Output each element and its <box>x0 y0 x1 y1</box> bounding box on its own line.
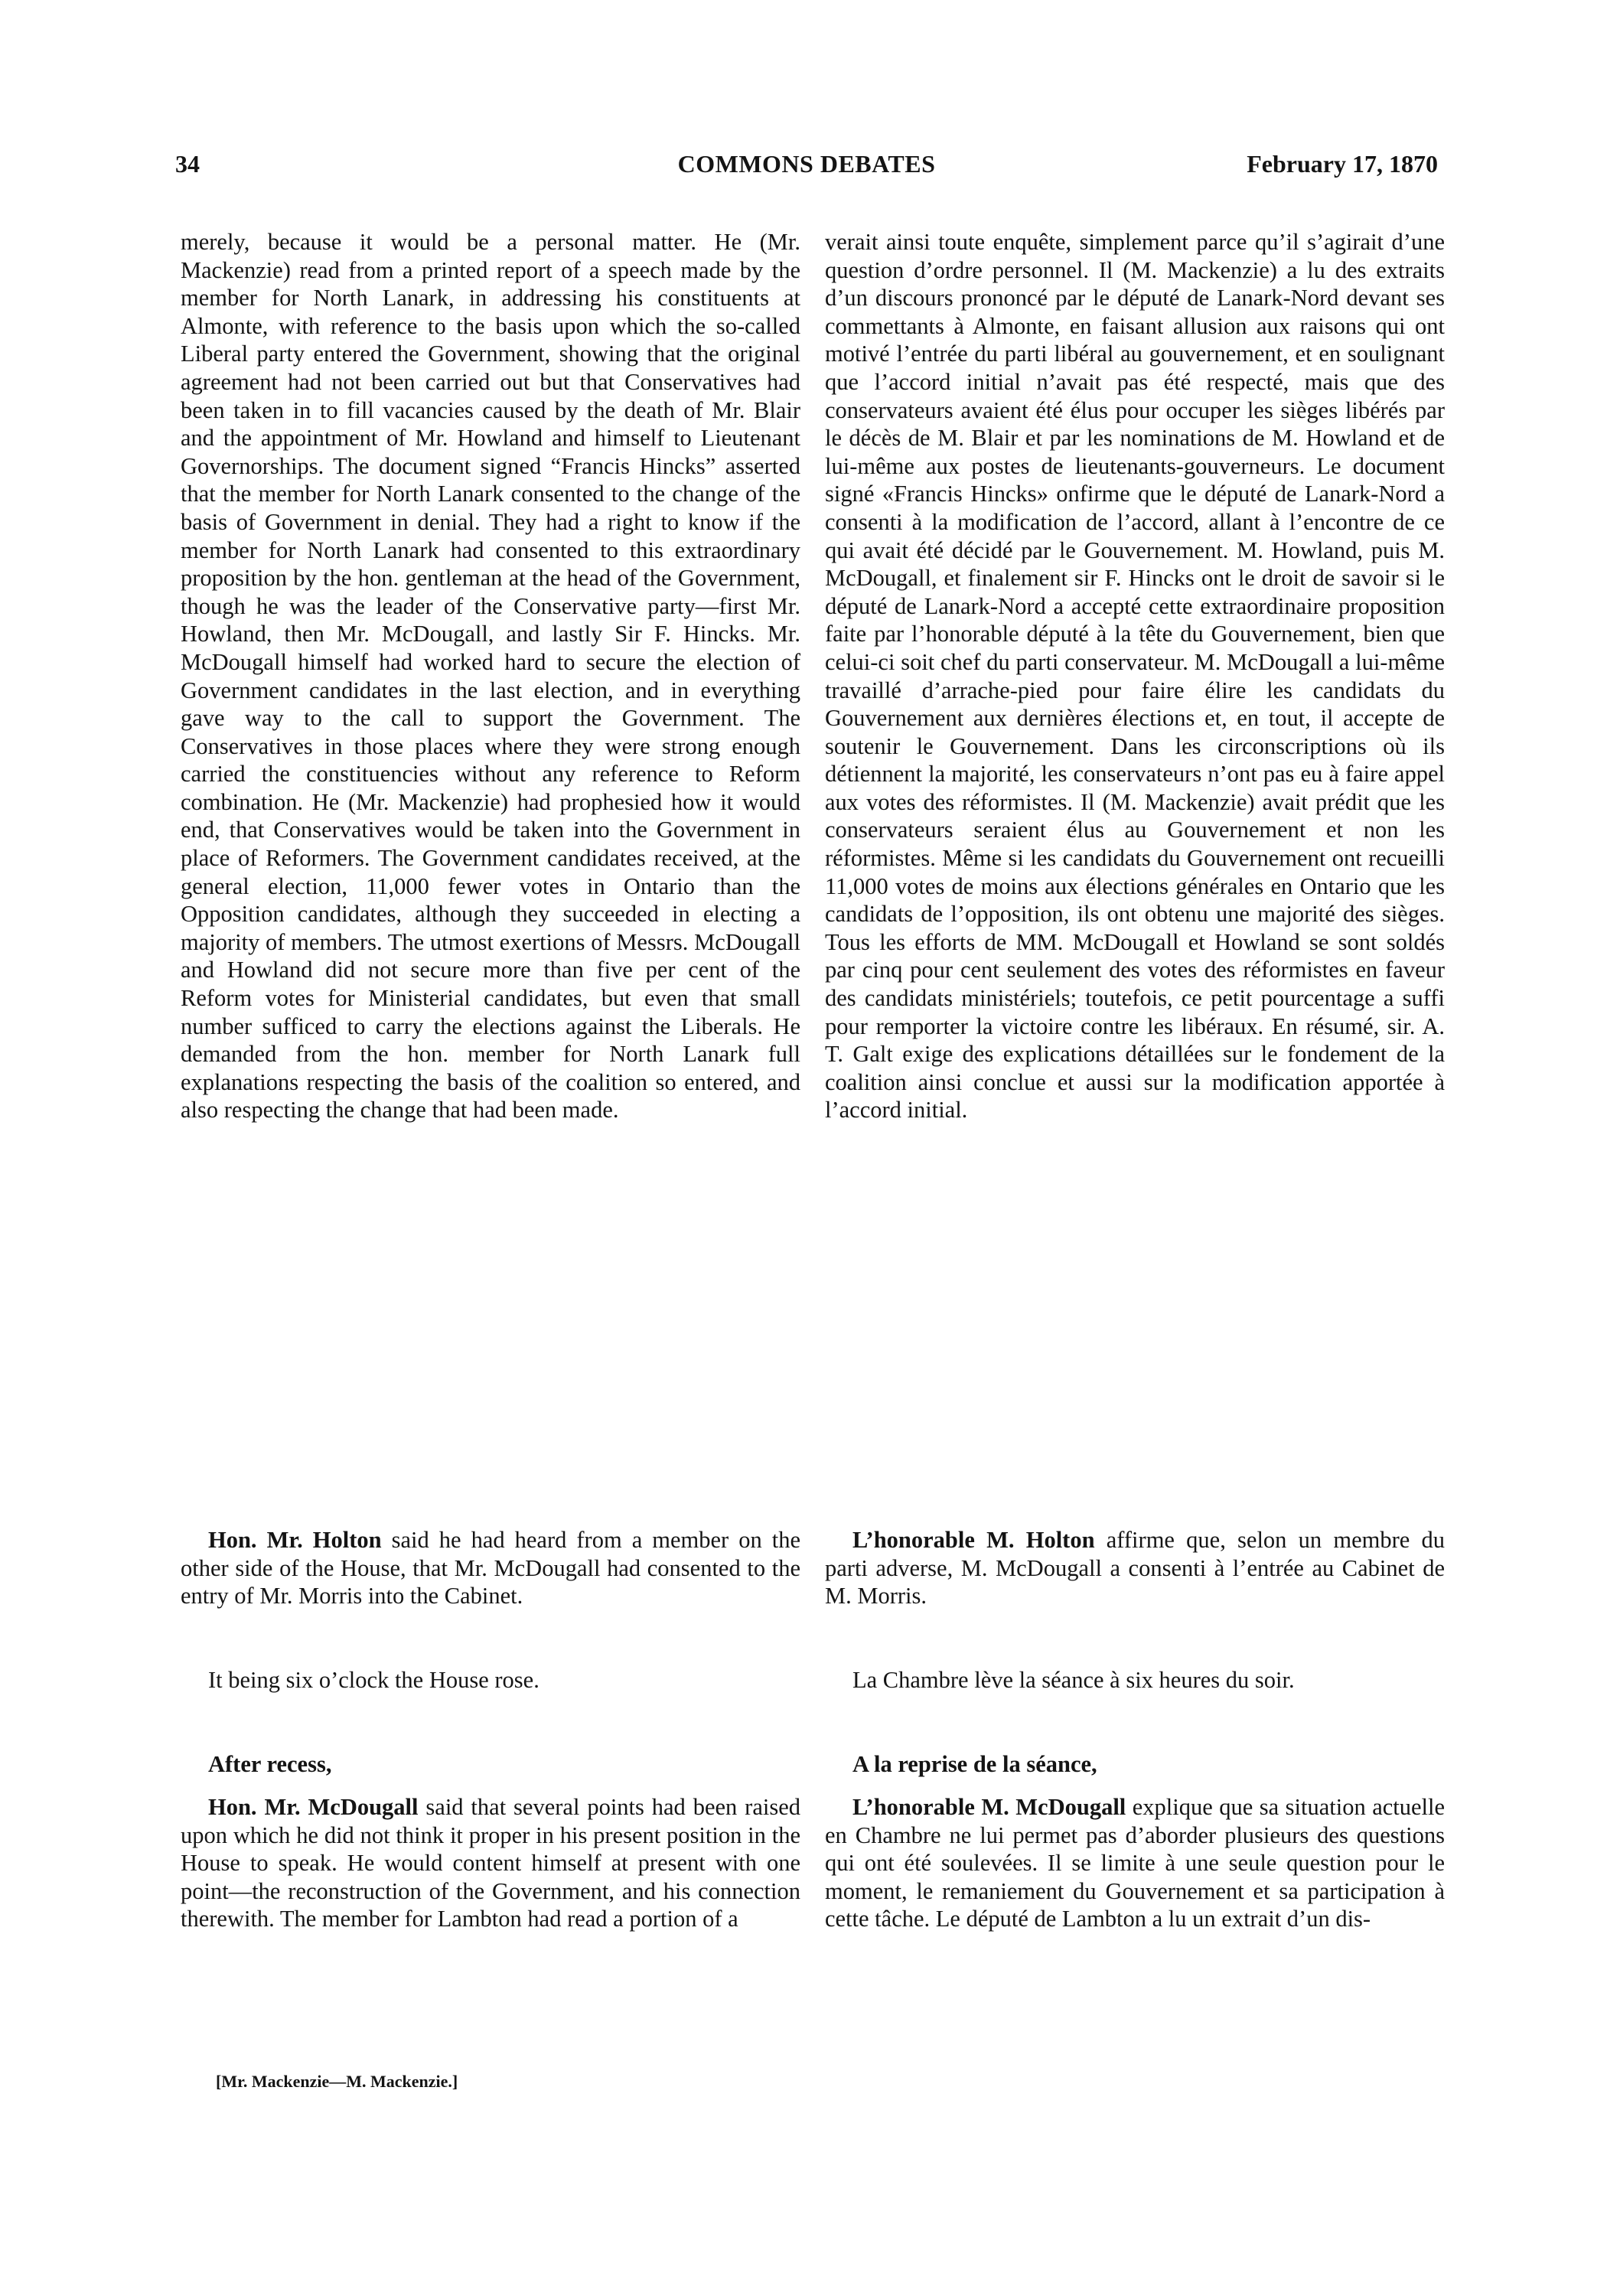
speaker-name: Hon. Mr. Holton <box>208 1527 382 1553</box>
speaker-text: said he had heard from a member on the other side of the House, that Mr. McDougall had consented to the entry of Mr. Morris into the Cabinet. <box>181 1527 800 1609</box>
english-column <box>181 228 800 1124</box>
speaker-text: said that several points had been raised upon which he did not think it proper in his present position in the House to speak. He would content himself at present with one point—the reconstruction of the Government, and his connection therewith. The member for Lambton had read a portion of a <box>181 1794 800 1932</box>
french-recess-heading: A la reprise de la séance, <box>852 1751 1097 1777</box>
speaker-text: explique que sa situation actuelle en Chambre ne lui permet pas d’aborder plusieurs des questions qui ont été soulevées. Il se limite à une seule question pour le moment, le remaniement du Gouvernement et sa participation à cette tâche. Le député de Lambton a lu un extrait d’un dis- <box>825 1794 1446 1932</box>
english-recess-heading: After recess, <box>208 1751 332 1777</box>
english-paragraph-continuation: merely, because it would be a personal matter. He (Mr. Mackenzie) read from a printed report of a speech made by the member for North Lanark, in addressing his constituents at Almonte, with reference to the basis upon which the so-called Liberal party entered the Government, showing that the original agreement had not been carried out but that Conservatives had been taken in to fill vacancies caused by the death of Mr. Blair and the appointment of Mr. Howland and himself to Lieutenant Governorships. The document signed “Francis Hincks” asserted that the member for North Lanark consented to the change of the basis of Government in denial. They had a right to know if the member for North Lanark had consented to this extraordinary proposition by the hon. gentleman at the head of the Government, though he was the leader of the Conservative party—first Mr. Howland, then Mr. McDougall, and lastly Sir F. Hincks. Mr. McDougall himself had worked hard to secure the election of Government candidates in the last election, and in everything gave way to the call to support the Government. The Conservatives in those places where they were strong enough carried the constituencies without any reference to Reform combination. He (Mr. Mackenzie) had prophesied how it would end, that Conservatives would be taken into the Government in place of Reformers. The Government candidates received, at the general election, 11,000 fewer votes in Ontario than the Opposition candidates, although they succeeded in electing a majority of members. The utmost exertions of Messrs. McDougall and Howland did not secure more than five per cent of the Reform votes for Ministerial candidates, but even that small number sufficed to carry the elections against the Liberals. He demanded from the hon. member for North Lanark full explanations respecting the basis of the coalition so entered, and also respecting the change that had been made. <box>181 229 800 1124</box>
page-number: 34 <box>175 150 200 178</box>
speaker-name: L’honorable M. Holton <box>852 1527 1095 1553</box>
french-column-lower <box>825 1526 1445 1610</box>
english-column-lower <box>181 1526 800 1610</box>
english-adjournment <box>181 1666 800 1694</box>
english-holton-paragraph <box>181 1526 800 1610</box>
english-recess <box>181 1750 800 1779</box>
french-paragraph-continuation: verait ainsi toute enquête, simplement parce qu’il s’agirait d’une question d’ordre personnel. Il (M. Mackenzie) a lu des extraits d’un discours prononcé par le député de Lanark-Nord devant ses commettants à Almonte, en faisant allusion aux raisons qui ont motivé l’entrée du parti libéral au gouvernement, et en soulignant que l’accord initial n’avait pas été respecté, mais que des conservateurs avaient été élus pour occuper les sièges libérés par le décès de M. Blair et par les nominations de M. Howland et de lui-même aux postes de lieutenants-gouverneurs. Le document signé «Francis Hincks» onfirme que le député de Lanark-Nord a consenti à la modification de l’accord, allant à l’encontre de ce qui avait été décidé par le Gouvernement. M. Howland, puis M. McDougall, et finalement sir F. Hincks ont le droit de savoir si le député de Lanark-Nord a accepté cette extraordinaire proposition faite par l’honorable député à la tête du Gouvernement, bien que celui-ci soit chef du parti conservateur. M. McDougall a lui-même travaillé d’arrache-pied pour faire élire les candidats du Gouvernement aux dernières élections et, en tout, il accepte de soutenir le Gouvernement. Dans les circonscriptions où ils détiennent la majorité, les conservateurs n’ont pas eu à faire appel aux votes des réformistes. Il (M. Mackenzie) avait prédit que les conservateurs seraient élus au Gouvernement et non les réformistes. Même si les candidats du Gouvernement ont recueilli 11,000 votes de moins aux élections générales en Ontario que les candidats de l’opposition, ils ont obtenu une majorité des sièges. Tous les efforts de MM. McDougall et Howland se sont soldés par cinq pour cent seulement des votes des réformistes en faveur des candidats ministériels; toutefois, ce petit pourcentage a suffi pour remporter la victoire contre les libéraux. En résumé, sir. A. T. Galt exige des explications détaillées sur le fondement de la coalition ainsi conclue et aussi sur la modification apportée à l’accord initial. <box>825 229 1445 1124</box>
french-holton-paragraph <box>825 1526 1445 1610</box>
french-mcdougall-paragraph <box>825 1793 1445 1933</box>
french-mcdougall <box>825 1793 1445 1933</box>
page-date: February 17, 1870 <box>1247 150 1438 178</box>
page-header <box>175 150 1438 184</box>
english-mcdougall-paragraph <box>181 1793 800 1933</box>
speaker-text: affirme que, selon un membre du parti adverse, M. McDougall a consenti à l’entrée au Cabinet de M. Morris. <box>825 1527 1445 1609</box>
french-house-rose: La Chambre lève la séance à six heures du soir. <box>852 1667 1295 1693</box>
speaker-footer-note: [Mr. Mackenzie—M. Mackenzie.] <box>216 2072 458 2091</box>
speaker-name: L’honorable M. McDougall <box>852 1794 1126 1820</box>
speaker-name: Hon. Mr. McDougall <box>208 1794 419 1820</box>
french-recess <box>825 1750 1445 1779</box>
french-adjournment <box>825 1666 1445 1694</box>
publication-title: COMMONS DEBATES <box>677 150 936 178</box>
french-column <box>825 228 1445 1124</box>
english-house-rose: It being six o’clock the House rose. <box>208 1667 539 1693</box>
english-mcdougall <box>181 1793 800 1933</box>
